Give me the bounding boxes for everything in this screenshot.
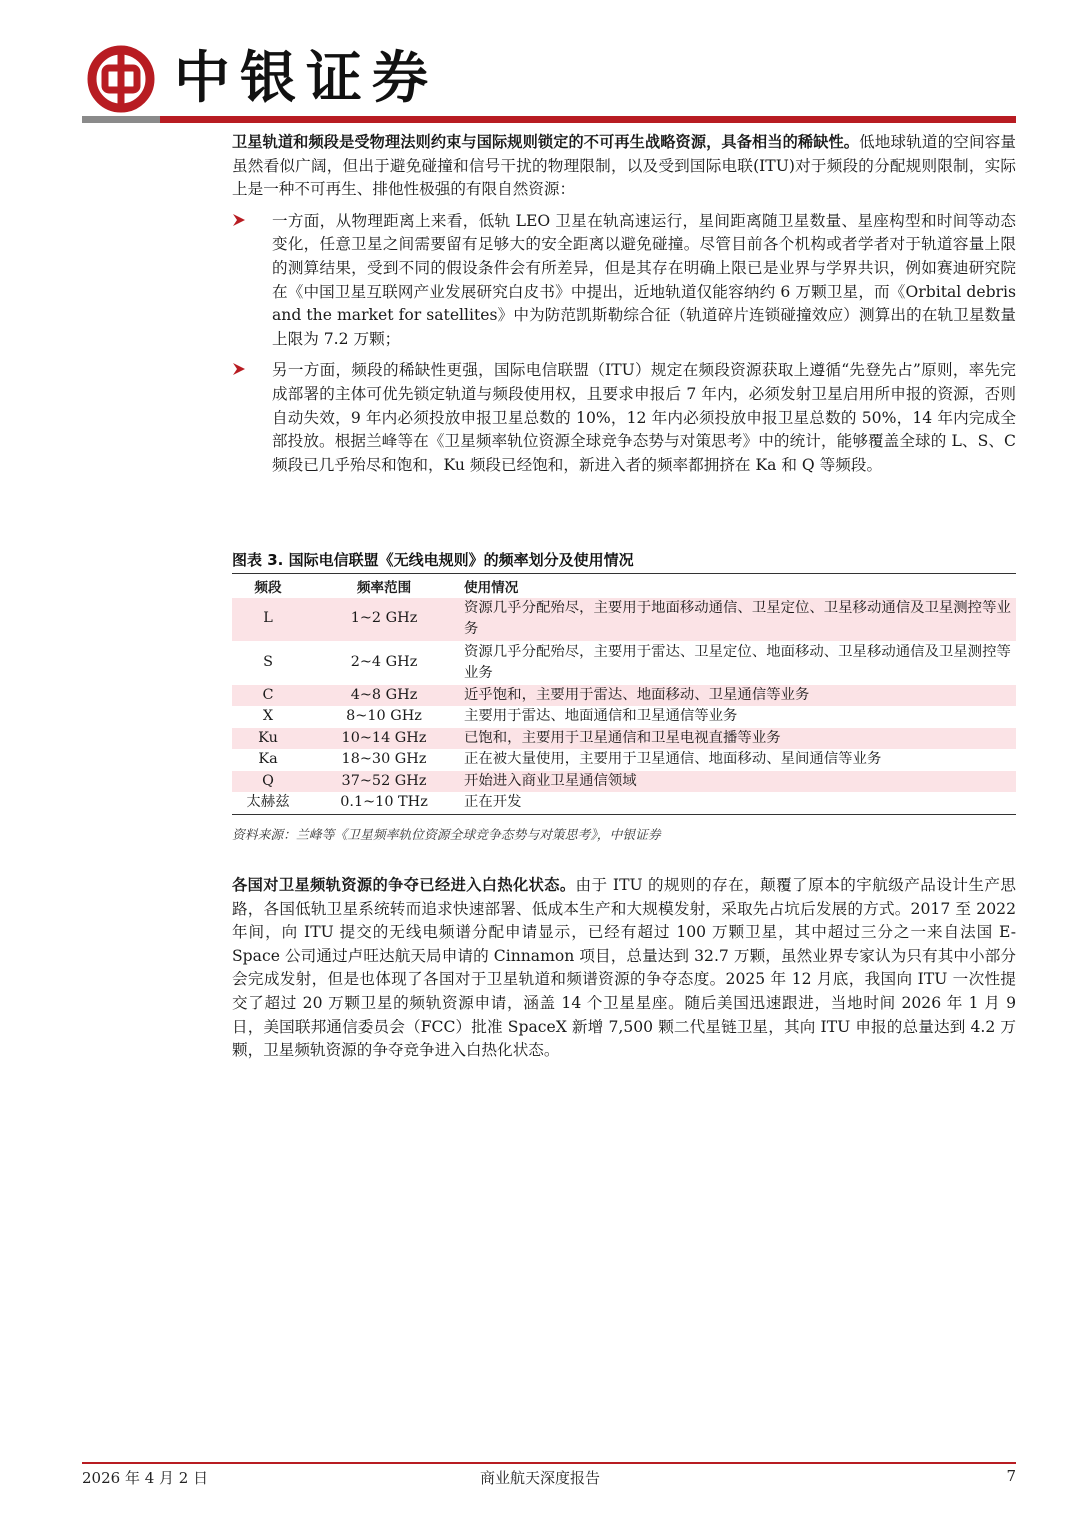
cell-range: 4~8 GHz <box>304 685 464 707</box>
cell-band: Q <box>232 771 304 793</box>
bank-of-china-logo-icon <box>87 45 155 113</box>
figure-source: 资料来源：兰峰等《卫星频率轨位资源全球竞争态势与对策思考》，中银证券 <box>232 828 661 843</box>
competition-paragraph <box>232 874 1016 1063</box>
cell-usage: 资源几乎分配殆尽，主要用于雷达、卫星定位、地面移动、卫星移动通信及卫星测控等业务 <box>464 641 1016 685</box>
cell-range: 0.1~10 THz <box>340 794 428 810</box>
intro-text: 低地球轨道的空间容量虽然看似广阔，但出于避免碰撞和信号干扰的物理限制，以及受到国际电联(ITU)对于频段的分配规则限制，实际上是一种不可再生、排他性极强的有限自然资源： <box>232 133 1016 199</box>
cell-band: C <box>232 685 304 707</box>
cell-range: 37~52 GHz <box>304 771 464 793</box>
footer-date: 2026 年 4 月 2 日 <box>82 1469 209 1487</box>
cell-band: Ku <box>232 728 304 750</box>
page-number: 7 <box>1006 1467 1016 1485</box>
cell-band: L <box>232 598 304 642</box>
cell-usage: 主要用于雷达、地面通信和卫星通信等业务 <box>464 708 738 724</box>
cell-band: 太赫兹 <box>246 794 290 810</box>
page-header <box>82 40 1016 125</box>
bullet-item <box>232 210 1016 352</box>
intro-section <box>232 131 1016 477</box>
competition-text: 由于 ITU 的规则的存在，颠覆了原本的宇航级产品设计生产思路，各国低轨卫星系统转而追求快速部署、低成本生产和大规模发射，采取先占坑后发展的方式。2017 至 2022 年间，向 ITU 提交的无线电频谱分配申请显示，已经有超过 100 万颗卫星，其中超过三分之一来自法国 E-Space 公司通过卢旺达航天局申请的 Cinnamon 项目，总量达到 32.7 万颗，虽然业界专家认为只有其中小部分会完成发射，但是也体现了各国对于卫星轨道和频谱资源的争夺态度。2025 年 12 月底，我国向 ITU 一次性提交了超过 20 万颗卫星的频轨资源申请，涵盖 14 个卫星星座。随后美国迅速跟进，当地时间 2026 年 1 月 9 日，美国联邦通信委员会（FCC）批准 SpaceX 新增 7,500 颗二代星链卫星，其向 ITU 申报的总量达到 4.2 万颗，卫星频轨资源的争夺竞争进入白热化状态。 <box>232 876 1016 1060</box>
arrow-bullet-icon <box>232 213 246 227</box>
competition-lead: 各国对卫星频轨资源的争夺已经进入白热化状态。 <box>232 876 576 894</box>
cell-band: S <box>232 641 304 685</box>
brand-name: 中银证券 <box>174 46 438 111</box>
header-band: 频段 <box>254 579 282 596</box>
cell-range: 2~4 GHz <box>304 641 464 685</box>
table-row <box>232 728 1016 750</box>
table-row <box>232 792 1016 814</box>
cell-band: Ka <box>258 751 278 767</box>
cell-usage: 开始进入商业卫星通信领域 <box>464 771 1016 793</box>
table-row <box>232 685 1016 707</box>
header-rule-red <box>160 116 1016 123</box>
table-row <box>232 598 1016 642</box>
footer-title: 商业航天深度报告 <box>479 1469 600 1487</box>
cell-range: 18~30 GHz <box>341 751 427 767</box>
cell-usage: 已饱和，主要用于卫星通信和卫星电视直播等业务 <box>464 728 1016 750</box>
table-row <box>232 641 1016 685</box>
bullet-text: 另一方面，频段的稀缺性更强，国际电信联盟（ITU）规定在频段资源获取上遵循“先登先占”原则，率先完成部署的主体可优先锁定轨道与频段使用权，且要求申报后 7 年内，必须发射卫星启用所申报的资源，否则自动失效，9 年内必须投放申报卫星总数的 10%，12 年内必须投放申报卫星总数的 50%，14 年内完成全部投放。根据兰峰等在《卫星频率轨位资源全球竞争态势与对策思考》中的统计，能够覆盖全球的 L、S、C 频段已几乎殆尽和饱和，Ku 频段已经饱和，新进入者的频率都拥挤在 Ka 和 Q 等频段。 <box>272 361 1016 474</box>
header-range: 频率范围 <box>356 579 412 596</box>
cell-range: 8~10 GHz <box>346 708 422 724</box>
intro-lead: 卫星轨道和频段是受物理法则约束与国际规则锁定的不可再生战略资源，具备相当的稀缺性。 <box>232 133 860 151</box>
bullet-item <box>232 359 1016 477</box>
cell-usage: 正在开发 <box>464 794 522 810</box>
cell-range: 1~2 GHz <box>304 598 464 642</box>
table-header-row <box>232 574 1016 598</box>
cell-band: X <box>262 708 274 724</box>
cell-range: 10~14 GHz <box>304 728 464 750</box>
intro-paragraph <box>232 131 1016 202</box>
cell-usage: 正在被大量使用，主要用于卫星通信、地面移动、星间通信等业务 <box>464 751 882 767</box>
header-rule-gray <box>82 116 160 123</box>
frequency-table <box>232 573 1016 815</box>
figure-title: 图表 3. 国际电信联盟《无线电规则》的频率划分及使用情况 <box>232 551 634 569</box>
cell-usage: 资源几乎分配殆尽，主要用于地面移动通信、卫星定位、卫星移动通信及卫星测控等业务 <box>464 598 1016 642</box>
competition-section <box>232 874 1016 1063</box>
footer-rule <box>82 1462 1016 1464</box>
table-row <box>232 706 1016 728</box>
cell-usage: 近乎饱和，主要用于雷达、地面移动、卫星通信等业务 <box>464 685 1016 707</box>
bullet-text: 一方面，从物理距离上来看，低轨 LEO 卫星在轨高速运行，星间距离随卫星数量、星座构型和时间等动态变化，任意卫星之间需要留有足够大的安全距离以避免碰撞。尽管目前各个机构或者学者对于轨道容量上限的测算结果，受到不同的假设条件会有所差异，但是其存在明确上限已是业界与学界共识，例如赛迪研究院在《中国卫星互联网产业发展研究白皮书》中提出，近地轨道仅能容纳约 6 万颗卫星，而《Orbital debris and the market for satellites》中为防范凯斯勒综合征（轨道碎片连锁碰撞效应）测算出的在轨卫星数量上限为 7.2 万颗； <box>272 211 1016 348</box>
arrow-bullet-icon <box>232 362 246 376</box>
table-row <box>232 749 1016 771</box>
header-usage: 使用情况 <box>464 579 519 596</box>
table-row <box>232 771 1016 793</box>
